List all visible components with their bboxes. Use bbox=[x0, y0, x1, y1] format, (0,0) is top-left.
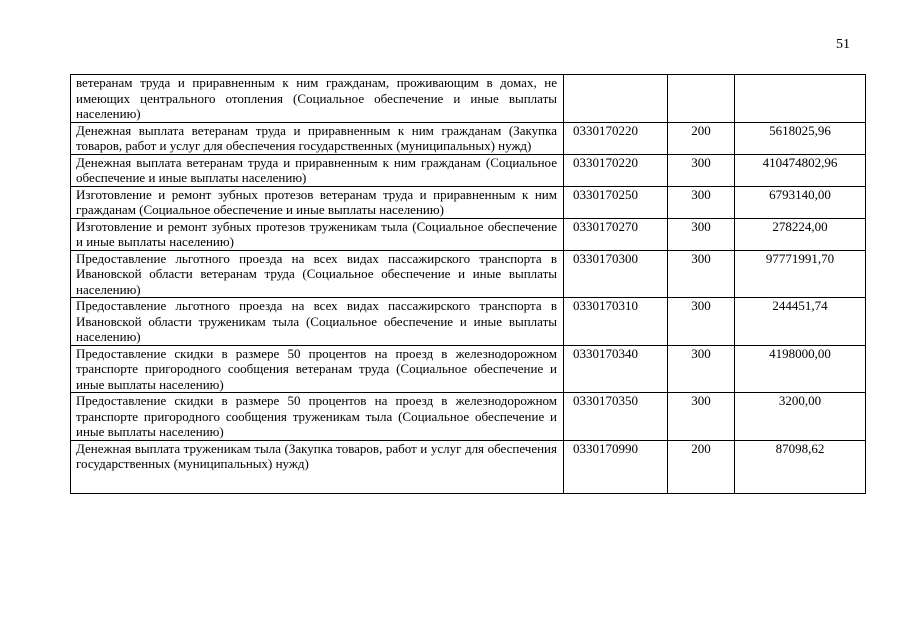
row-expense-type: 300 bbox=[668, 345, 735, 393]
table-row bbox=[71, 250, 866, 298]
table-row bbox=[71, 298, 866, 346]
table-row bbox=[71, 440, 866, 493]
row-expense-type: 300 bbox=[668, 186, 735, 218]
row-code: 0330170270 bbox=[564, 218, 668, 250]
row-description: Предоставление скидки в размере 50 процентов на проезд в железнодорожном транспорте пригородного сообщения ветеранам труда (Социальное обеспечение и иные выплаты населению) bbox=[71, 345, 564, 393]
row-amount: 87098,62 bbox=[735, 440, 866, 493]
table-row bbox=[71, 218, 866, 250]
row-amount: 6793140,00 bbox=[735, 186, 866, 218]
row-expense-type: 300 bbox=[668, 298, 735, 346]
table-row bbox=[71, 186, 866, 218]
row-amount bbox=[735, 75, 866, 123]
row-code: 0330170340 bbox=[564, 345, 668, 393]
row-amount: 5618025,96 bbox=[735, 122, 866, 154]
row-description: Предоставление скидки в размере 50 процентов на проезд в железнодорожном транспорте пригородного сообщения труженикам тыла (Социальное обеспечение и иные выплаты населению) bbox=[71, 393, 564, 441]
row-amount: 278224,00 bbox=[735, 218, 866, 250]
table-row bbox=[71, 393, 866, 441]
table-row bbox=[71, 154, 866, 186]
row-expense-type bbox=[668, 75, 735, 123]
row-amount: 4198000,00 bbox=[735, 345, 866, 393]
row-expense-type: 300 bbox=[668, 393, 735, 441]
row-code: 0330170250 bbox=[564, 186, 668, 218]
row-code: 0330170220 bbox=[564, 122, 668, 154]
page-number: 51 bbox=[836, 37, 850, 52]
row-description: Денежная выплата ветеранам труда и приравненным к ним гражданам (Закупка товаров, работ и услуг для обеспечения государственных (муниципальных) нужд) bbox=[71, 122, 564, 154]
row-description: Денежная выплата ветеранам труда и приравненным к ним гражданам (Социальное обеспечение и иные выплаты населению) bbox=[71, 154, 564, 186]
row-amount: 410474802,96 bbox=[735, 154, 866, 186]
table-row bbox=[71, 75, 866, 123]
row-expense-type: 300 bbox=[668, 154, 735, 186]
row-description: Предоставление льготного проезда на всех видах пассажирского транспорта в Ивановской области ветеранам труда (Социальное обеспечение и иные выплаты населению) bbox=[71, 250, 564, 298]
row-amount: 97771991,70 bbox=[735, 250, 866, 298]
table-row bbox=[71, 122, 866, 154]
row-amount: 244451,74 bbox=[735, 298, 866, 346]
row-code bbox=[564, 75, 668, 123]
row-description: Изготовление и ремонт зубных протезов труженикам тыла (Социальное обеспечение и иные выплаты населению) bbox=[71, 218, 564, 250]
row-code: 0330170350 bbox=[564, 393, 668, 441]
row-code: 0330170990 bbox=[564, 440, 668, 493]
row-description: Изготовление и ремонт зубных протезов ветеранам труда и приравненным к ним гражданам (Социальное обеспечение и иные выплаты населению) bbox=[71, 186, 564, 218]
row-code: 0330170220 bbox=[564, 154, 668, 186]
row-amount: 3200,00 bbox=[735, 393, 866, 441]
row-description: Денежная выплата труженикам тыла (Закупка товаров, работ и услуг для обеспечения государственных (муниципальных) нужд) bbox=[71, 440, 564, 493]
row-description: ветеранам труда и приравненным к ним гражданам, проживающим в домах, не имеющих центрального отопления (Социальное обеспечение и иные выплаты населению) bbox=[71, 75, 564, 123]
table-row bbox=[71, 345, 866, 393]
row-code: 0330170310 bbox=[564, 298, 668, 346]
row-description: Предоставление льготного проезда на всех видах пассажирского транспорта в Ивановской области труженикам тыла (Социальное обеспечение и иные выплаты населению) bbox=[71, 298, 564, 346]
row-expense-type: 300 bbox=[668, 218, 735, 250]
row-code: 0330170300 bbox=[564, 250, 668, 298]
row-expense-type: 200 bbox=[668, 122, 735, 154]
row-expense-type: 200 bbox=[668, 440, 735, 493]
row-expense-type: 300 bbox=[668, 250, 735, 298]
budget-table bbox=[70, 74, 866, 494]
